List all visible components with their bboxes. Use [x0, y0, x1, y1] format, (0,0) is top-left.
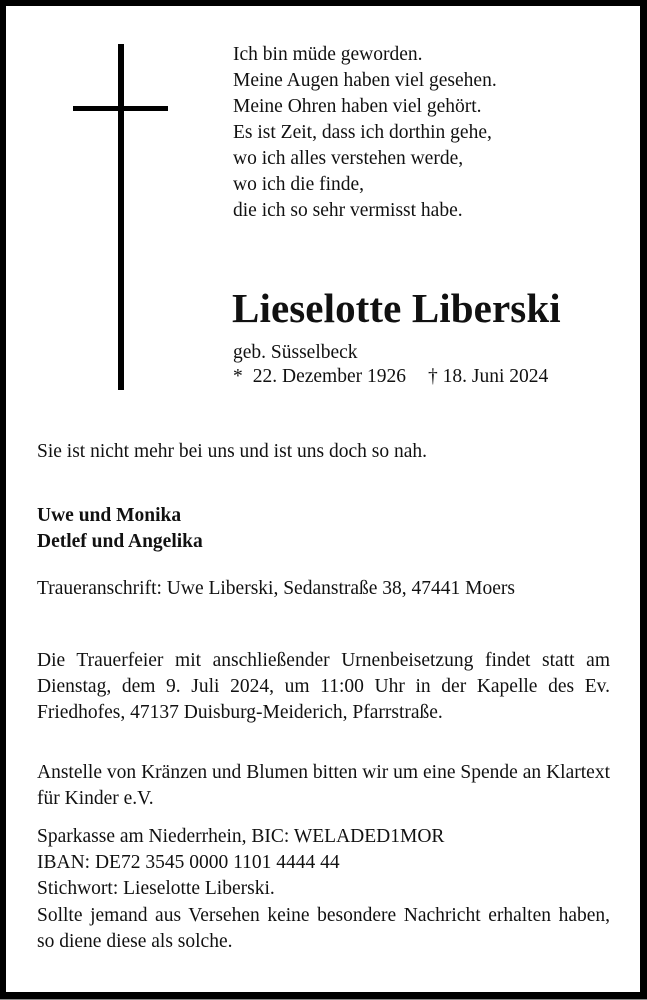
mourner-line: Uwe und Monika: [37, 505, 182, 526]
cross-vertical-bar: [118, 44, 124, 390]
deceased-name: Lieselotte Liberski: [232, 285, 561, 331]
poem-line: Meine Ohren haben viel gehört.: [233, 96, 482, 117]
death-date: 18. Juni 2024: [442, 366, 549, 387]
maiden-name: geb. Süsselbeck: [233, 342, 358, 363]
mourning-address: Traueranschrift: Uwe Liberski, Sedanstraße 38, 47441 Moers: [37, 578, 516, 599]
mourner-line: Detlef und Angelika: [37, 531, 203, 552]
poem-line: Meine Augen haben viel gesehen.: [233, 70, 497, 91]
closing-note: Sollte jemand aus Versehen keine besondere Nachricht erhalten haben, so diene diese als solche.: [37, 905, 610, 952]
bank-iban: IBAN: DE72 3545 0000 1101 4444 44: [37, 852, 340, 873]
poem-line: die ich so sehr vermisst habe.: [233, 200, 463, 221]
cross-horizontal-bar: [73, 106, 168, 111]
ceremony-info: Die Trauerfeier mit anschließender Urnenbeisetzung findet statt am Dienstag, dem 9. Juli 2024, um 11:00 Uhr in der Kapelle des Ev. Friedhofes, 47137 Duisburg-Meiderich, Pfarrstraße.: [37, 650, 610, 723]
poem-line: Es ist Zeit, dass ich dorthin gehe,: [233, 122, 492, 143]
bank-keyword: Stichwort: Lieselotte Liberski.: [37, 878, 275, 899]
mourners: [37, 503, 610, 555]
poem-line: wo ich alles verstehen werde,: [233, 148, 464, 169]
poem-line: wo ich die finde,: [233, 174, 365, 195]
poem: [233, 42, 497, 224]
tagline: Sie ist nicht mehr bei uns und ist uns doch so nah.: [37, 441, 427, 462]
life-dates: [233, 364, 548, 390]
birth-date: 22. Dezember 1926: [252, 366, 406, 387]
birth-star-icon: *: [233, 366, 243, 387]
poem-line: Ich bin müde geworden.: [233, 44, 423, 65]
donation-request: Anstelle von Kränzen und Blumen bitten wir um eine Spende an Klartext für Kinder e.V.: [37, 762, 610, 809]
bank-name-bic: Sparkasse am Niederrhein, BIC: WELADED1MOR: [37, 826, 445, 847]
death-dagger-icon: †: [428, 366, 438, 387]
bank-details: [37, 824, 610, 902]
